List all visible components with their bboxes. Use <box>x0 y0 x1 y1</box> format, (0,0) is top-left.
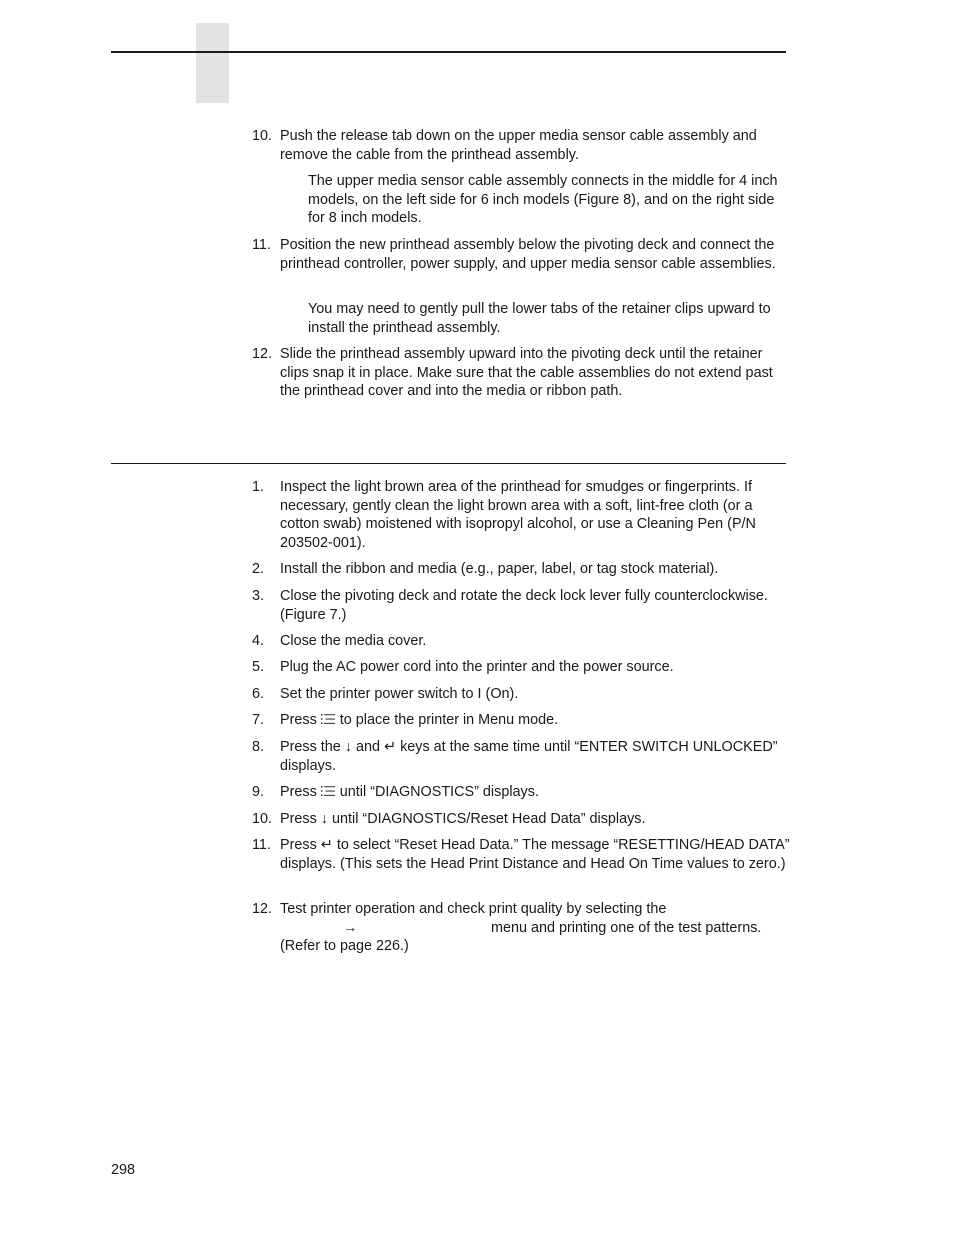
menu-icon <box>321 785 335 797</box>
down-arrow-icon: ↓ <box>344 739 352 755</box>
section-rule <box>111 463 786 464</box>
page-number: 298 <box>111 1162 136 1178</box>
enter-key-icon: ↵ <box>384 739 397 755</box>
step-note: The upper media sensor cable assembly connects in the middle for 4 inch models, on the left side for 6 inch models (Figure 8), and on the right side for 8 inch models. <box>308 173 778 226</box>
step-note: You may need to gently pull the lower tabs of the retainer clips upward to install the printhead assembly. <box>308 301 771 336</box>
right-arrow-icon: → <box>343 920 358 936</box>
enter-key-icon: ↵ <box>320 837 333 853</box>
header-rule <box>111 51 786 53</box>
menu-icon <box>321 713 335 725</box>
down-arrow-icon: ↓ <box>320 811 328 827</box>
chapter-tab <box>196 23 229 103</box>
